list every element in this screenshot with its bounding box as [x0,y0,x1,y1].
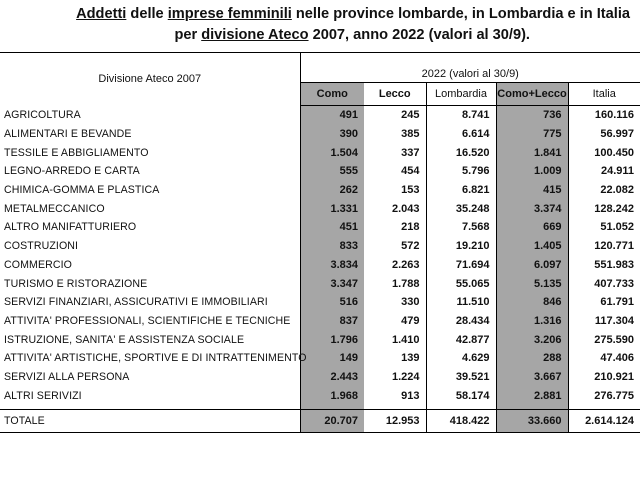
title-line-1 [0,4,640,25]
cell-lombardia: 55.065 [426,274,496,293]
title-addetti: Addetti [76,6,127,22]
cell-lecco: 330 [364,293,426,312]
cell-lombardia: 8.741 [426,106,496,125]
cell-lombardia: 6.821 [426,181,496,200]
row-label: ALTRI SERIVIZI [0,386,300,405]
row-label: COMMERCIO [0,256,300,275]
cell-como-lecco: 846 [496,293,568,312]
table-row [0,386,640,405]
total-como: 20.707 [300,410,364,433]
title-text: per [174,27,202,43]
cell-como: 1.968 [300,386,364,405]
row-label: ALIMENTARI E BEVANDE [0,125,300,144]
cell-como-lecco: 1.841 [496,143,568,162]
cell-italia: 551.983 [594,258,634,271]
cell-lecco: 913 [364,386,426,405]
cell-como: 1.331 [300,199,364,218]
cell-como-lecco: 6.097 [496,256,568,275]
cell-lombardia: 19.210 [426,237,496,256]
cell-como: 1.796 [300,330,364,349]
cell-lombardia: 71.694 [426,256,496,275]
cell-italia: 407.733 [594,277,634,290]
cell-como: 149 [300,349,364,368]
cell-como: 1.504 [300,143,364,162]
row-label: CHIMICA-GOMMA E PLASTICA [0,181,300,200]
table-row [0,237,640,256]
cell-como-lecco: 1.405 [496,237,568,256]
cell-como-lecco: 288 [496,349,568,368]
cell-como-lecco: 3.206 [496,330,568,349]
cell-lecco: 153 [364,181,426,200]
cell-lombardia: 5.796 [426,162,496,181]
cell-como: 2.443 [300,368,364,387]
row-label: TURISMO E RISTORAZIONE [0,274,300,293]
cell-italia: 61.791 [600,296,634,309]
period-header: 2022 (valori al 30/9) [300,53,640,83]
cell-lombardia: 7.568 [426,218,496,237]
title-text: nelle province lombarde, in Lombardia e in Italia [291,6,630,22]
total-row [0,410,640,433]
column-header-lecco: Lecco [364,83,426,106]
cell-italia: 276.775 [594,389,634,402]
cell-como-lecco: 669 [496,218,568,237]
table-row [0,368,640,387]
total-como-lecco: 33.660 [496,410,568,433]
cell-italia: 275.590 [594,333,634,346]
table-row [0,330,640,349]
cell-lecco: 218 [364,218,426,237]
row-label: COSTRUZIONI [0,237,300,256]
cell-lombardia: 11.510 [426,293,496,312]
cell-como-lecco: 736 [496,106,568,125]
cell-lombardia: 4.629 [426,349,496,368]
row-label: ATTIVITA' ARTISTICHE, SPORTIVE E DI INTRATTENIMENTO [0,349,300,368]
row-label: ALTRO MANIFATTURIERO [0,218,300,237]
cell-como: 3.347 [300,274,364,293]
row-label: ATTIVITA' PROFESSIONALI, SCIENTIFICHE E TECNICHE [0,312,300,331]
total-lecco: 12.953 [364,410,426,433]
cell-lecco: 454 [364,162,426,181]
cell-italia: 128.242 [594,202,634,215]
table-row [0,293,640,312]
cell-como-lecco: 3.374 [496,199,568,218]
row-label: METALMECCANICO [0,199,300,218]
column-header-como: Como [300,83,364,106]
cell-como-lecco: 3.667 [496,368,568,387]
cell-lombardia: 39.521 [426,368,496,387]
cell-como: 555 [300,162,364,181]
cell-lecco: 385 [364,125,426,144]
row-label: TESSILE E ABBIGLIAMENTO [0,143,300,162]
title-text: 2007, anno 2022 (valori al 30/9). [308,27,530,43]
cell-lecco: 572 [364,237,426,256]
cell-como-lecco: 1.316 [496,312,568,331]
table-row [0,143,640,162]
row-label: ISTRUZIONE, SANITA' E ASSISTENZA SOCIALE [0,330,300,349]
table-row [0,162,640,181]
total-italia: 2.614.124 [568,410,640,433]
column-header-lombardia: Lombardia [426,83,496,106]
title-imprese-femminili: imprese femminili [167,6,292,22]
cell-lecco: 2.043 [364,199,426,218]
table-row [0,125,640,144]
title-text: delle [126,6,168,22]
cell-como-lecco: 1.009 [496,162,568,181]
cell-lombardia: 35.248 [426,199,496,218]
cell-como: 516 [300,293,364,312]
cell-como: 837 [300,312,364,331]
cell-italia: 160.116 [594,109,634,122]
total-label: TOTALE [0,410,300,433]
cell-como: 451 [300,218,364,237]
cell-lombardia: 42.877 [426,330,496,349]
row-label: LEGNO-ARREDO E CARTA [0,162,300,181]
document-title [0,4,640,46]
cell-lecco: 1.788 [364,274,426,293]
cell-lecco: 2.263 [364,256,426,275]
cell-lecco: 139 [364,349,426,368]
table-row [0,199,640,218]
row-header-divisione: Divisione Ateco 2007 [0,53,300,106]
cell-como-lecco: 415 [496,181,568,200]
cell-como: 390 [300,125,364,144]
cell-lombardia: 28.434 [426,312,496,331]
cell-como: 491 [300,106,364,125]
cell-como: 262 [300,181,364,200]
title-divisione-ateco: divisione Ateco [201,27,309,43]
cell-como-lecco: 5.135 [496,274,568,293]
cell-lombardia: 16.520 [426,143,496,162]
title-line-2 [0,25,640,46]
table-row [0,218,640,237]
cell-italia: 56.997 [600,128,634,141]
table-row [0,256,640,275]
cell-lecco: 1.410 [364,330,426,349]
row-label: AGRICOLTURA [0,106,300,125]
cell-italia: 47.406 [600,352,634,365]
header-row-period [0,53,640,83]
column-header-como-lecco: Como+Lecco [496,83,568,106]
cell-lombardia: 58.174 [426,386,496,405]
row-label: SERVIZI ALLA PERSONA [0,368,300,387]
cell-italia: 51.052 [600,221,634,234]
cell-como-lecco: 775 [496,125,568,144]
cell-lecco: 245 [364,106,426,125]
cell-italia: 210.921 [594,370,634,383]
table-row [0,274,640,293]
cell-lombardia: 6.614 [426,125,496,144]
cell-como-lecco: 2.881 [496,386,568,405]
addetti-table [0,52,640,433]
cell-como: 3.834 [300,256,364,275]
cell-lecco: 1.224 [364,368,426,387]
table-row [0,181,640,200]
column-header-italia: Italia [568,83,640,106]
cell-italia: 117.304 [594,314,634,327]
cell-italia: 100.450 [594,146,634,159]
table-row [0,106,640,125]
cell-italia: 22.082 [600,184,634,197]
table-row [0,349,640,368]
cell-lecco: 479 [364,312,426,331]
row-label: SERVIZI FINANZIARI, ASSICURATIVI E IMMOBILIARI [0,293,300,312]
cell-como: 833 [300,237,364,256]
total-lombardia: 418.422 [426,410,496,433]
cell-italia: 120.771 [594,240,634,253]
table-row [0,312,640,331]
cell-lecco: 337 [364,143,426,162]
cell-italia: 24.911 [600,165,634,178]
